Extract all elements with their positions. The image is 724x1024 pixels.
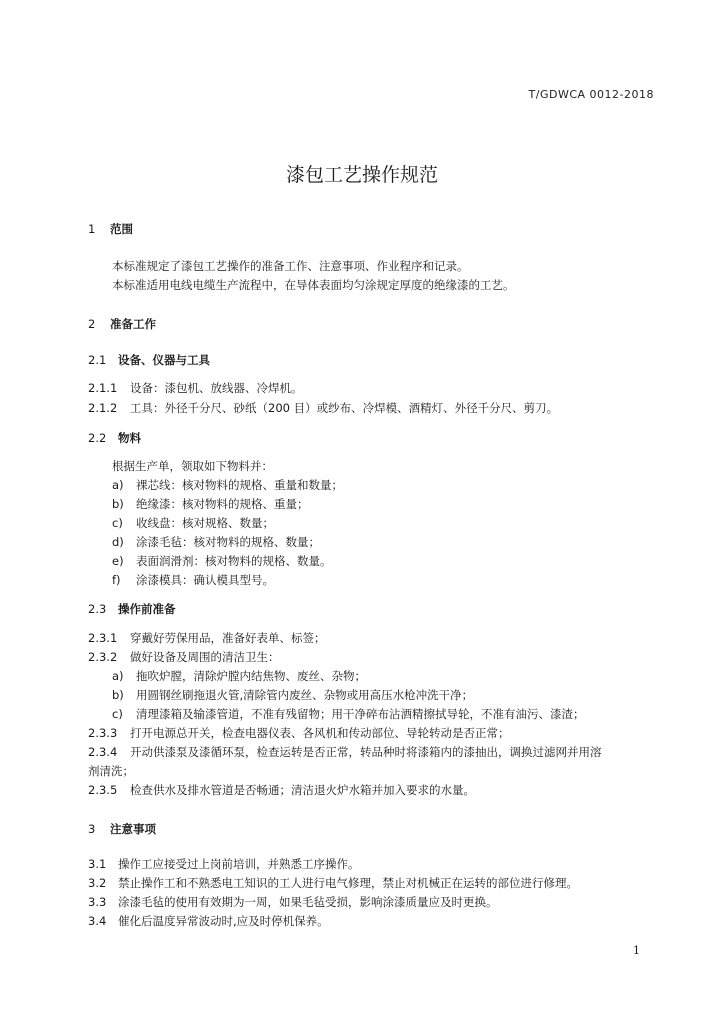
section-number: 2 <box>88 317 96 331</box>
subsection-2-3-heading <box>88 601 176 617</box>
clause-number: 2.3.5 <box>88 783 118 797</box>
clause-number: 3.3 <box>88 895 107 909</box>
clause-number: 3.4 <box>88 914 107 928</box>
section-3-heading <box>88 821 156 837</box>
list-marker: b) <box>112 688 124 702</box>
clause-text: 催化后温度异常波动时,应及时停机保养。 <box>118 914 329 928</box>
section-number: 3 <box>88 822 96 836</box>
subsection-title: 物料 <box>118 431 141 445</box>
clause-text: 操作工应接受过上岗前培训，并熟悉工序操作。 <box>118 857 360 871</box>
clause-number: 2.3.4 <box>88 745 118 759</box>
clause-2-3-5 <box>88 782 475 798</box>
clause-text: 涂漆毛毡的使用有效期为一周，如果毛毡受损，影响涂漆质量应及时更换。 <box>118 895 498 909</box>
clause-3-1 <box>88 856 360 872</box>
clause-text: 禁止操作工和不熟悉电工知识的工人进行电气修理，禁止对机械正在运转的部位进行修理。 <box>118 876 578 890</box>
clause-continuation: 剂清洗； <box>88 764 134 778</box>
clause-2-3-4 <box>88 744 602 760</box>
clause-text: 检查供水及排水管道是否畅通；清洁退火炉水箱并加入要求的水量。 <box>130 783 475 797</box>
list-item <box>112 668 366 684</box>
section-title: 注意事项 <box>110 822 156 836</box>
clause-number: 2.3.3 <box>88 726 118 740</box>
subsection-title: 设备、仪器与工具 <box>118 353 210 367</box>
list-item <box>112 515 274 531</box>
paragraph: 本标准规定了漆包工艺操作的准备工作、注意事项、作业程序和记录。 <box>112 259 469 273</box>
list-marker: b) <box>112 497 124 511</box>
clause-text: 穿戴好劳保用品，准备好表单、标签； <box>130 631 326 645</box>
list-marker: d) <box>112 535 124 549</box>
subsection-number: 2.3 <box>88 602 107 616</box>
list-text: 表面润滑剂：核对物料的规格、数量。 <box>136 554 332 568</box>
section-2-heading <box>88 316 156 332</box>
list-item <box>112 572 274 588</box>
list-marker: f) <box>112 573 121 587</box>
clause-3-3 <box>88 894 498 910</box>
document-code: T/GDWCA 0012-2018 <box>528 88 654 101</box>
clause-2-3-3 <box>88 725 510 741</box>
list-text: 裸芯线：核对物料的规格、重量和数量； <box>136 478 343 492</box>
clause-number: 2.1.2 <box>88 401 118 415</box>
paragraph: 本标准适用电线电缆生产流程中，在导体表面均匀涂规定厚度的绝缘漆的工艺。 <box>112 278 515 292</box>
subsection-2-2-heading <box>88 430 141 446</box>
clause-text: 工具：外径千分尺、砂纸（200 目）或纱布、冷焊模、酒精灯、外径千分尺、剪刀。 <box>130 401 559 415</box>
clause-number: 2.3.2 <box>88 650 118 664</box>
list-marker: a) <box>112 478 124 492</box>
list-text: 涂漆毛毡：核对物料的规格、数量； <box>136 535 320 549</box>
clause-number: 3.2 <box>88 876 107 890</box>
subsection-2-1-heading <box>88 352 210 368</box>
list-text: 用圆钢丝刷拖退火管,清除管内废丝、杂物或用高压水枪冲洗干净； <box>136 688 474 702</box>
clause-2-1-2 <box>88 400 558 416</box>
clause-2-3-2 <box>88 649 280 665</box>
list-marker: c) <box>112 516 123 530</box>
list-item <box>112 534 320 550</box>
document-title: 漆包工艺操作规范 <box>285 164 438 186</box>
list-marker: a) <box>112 669 124 683</box>
section-title: 准备工作 <box>110 317 156 331</box>
section-title: 范围 <box>110 222 133 236</box>
clause-text: 设备：漆包机、放线器、冷焊机。 <box>130 381 303 395</box>
clause-2-3-1 <box>88 630 326 646</box>
list-item <box>112 706 585 722</box>
clause-number: 2.3.1 <box>88 631 118 645</box>
list-text: 涂漆模具：确认模具型号。 <box>136 573 274 587</box>
list-marker: e) <box>112 554 124 568</box>
subsection-number: 2.1 <box>88 353 107 367</box>
list-item <box>112 496 309 512</box>
paragraph: 根据生产单，领取如下物料并： <box>112 459 273 473</box>
list-item <box>112 687 473 703</box>
list-text: 绝缘漆：核对物料的规格、重量； <box>136 497 309 511</box>
list-text: 收线盘：核对规格、数量； <box>136 516 274 530</box>
list-item <box>112 553 332 569</box>
subsection-number: 2.2 <box>88 431 107 445</box>
section-1-heading <box>88 221 133 237</box>
clause-3-4 <box>88 913 329 929</box>
list-text: 清理漆箱及输漆管道，不准有残留物；用干净碎布沾酒精擦拭导轮，不准有油污、漆渣； <box>136 707 585 721</box>
clause-text: 打开电源总开关，检查电器仪表、各风机和传动部位、导轮转动是否正常； <box>130 726 510 740</box>
clause-number: 3.1 <box>88 857 107 871</box>
clause-number: 2.1.1 <box>88 381 118 395</box>
clause-3-2 <box>88 875 578 891</box>
list-item <box>112 477 343 493</box>
clause-text: 开动供漆泵及漆循环泵，检查运转是否正常，转品种时将漆箱内的漆抽出，调换过滤网并用溶 <box>130 745 602 759</box>
list-text: 拖吹炉膛，清除炉膛内结焦物、废丝、杂物； <box>136 669 366 683</box>
clause-text: 做好设备及周围的清洁卫生： <box>130 650 280 664</box>
page-number: 1 <box>633 944 640 957</box>
section-number: 1 <box>88 222 96 236</box>
clause-2-1-1 <box>88 380 303 396</box>
subsection-title: 操作前准备 <box>118 602 176 616</box>
list-marker: c) <box>112 707 123 721</box>
